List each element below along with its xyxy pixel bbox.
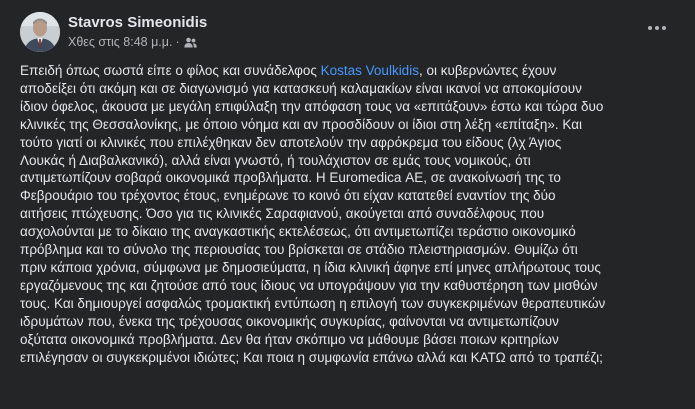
more-options-icon xyxy=(648,26,652,30)
mention-link[interactable]: Kostas Voulkidis xyxy=(320,63,419,78)
post-body-line: κλινικές της Θεσσαλονίκης, με όποιο νόημα και αν προσδίδουν οι ίδιοι στη λέξη «επίταξη». Και xyxy=(20,116,582,132)
more-options-icon-dot xyxy=(655,26,659,30)
post-body-line: πριν κάποια χρόνια, σύμφωνα με δημοσιεύματα, η ίδια κλινική άφηνε επί μηνες απλήρωτους τους xyxy=(20,259,601,275)
post-body-line: ίδιον όφελος, άκουσα με μεγάλη επιφύλαξη την απόφαση τους να «επιτάξουν» έστω και τώρα δυο xyxy=(20,98,604,114)
post-body-line: πρόβλημα και το σύνολο της περιουσίας του βρίσκεται σε στάδιο πλειστηριασμών. Θυμίζω ότι xyxy=(20,242,578,258)
post-body-line: Λουκάς ή Διαβαλκανικό), αλλά είναι γνωστό, ή τουλάχιστον σε εμάς τους νομικούς, ότι xyxy=(20,152,531,168)
friends-icon[interactable] xyxy=(184,37,197,48)
avatar[interactable] xyxy=(20,12,60,52)
post-body-line: τούτο γιατί οι κλινικές που επιλέχθηκαν δεν αποτελούν την αφρόκρεμα του είδους (λχ Άγιος xyxy=(20,134,562,150)
post-body-line: ασχολούνται με το δίκαιο της αναγκαστικής εκτελέσεως, ότι αντιμετωπίζει τεράστιο οικονομικό xyxy=(20,224,576,240)
post-body-line: Φεβρουάριο του τρέχοντος έτους, ενημέρωνε το κοινό ότι είχαν κατατεθεί εναντίον της δύο xyxy=(20,188,556,204)
post-body-line: ιδρυμάτων που, ένεκα της τρέχουσας οικονομικής συγκυρίας, φαίνονται να αντιμετωπίζουν xyxy=(20,313,559,329)
post-meta xyxy=(68,35,197,49)
post-body-line: επιλέγησαν οι συγκεκριμένοι ιδιώτες; Και ποια η συμφωνία επάνω αλλά και ΚΑΤΩ από το τραπέζι; xyxy=(20,349,603,365)
post-header xyxy=(20,12,675,54)
post-body-line xyxy=(20,62,680,80)
post-body-line: εργαζόμενους της και ζητούσε από τους ίδιους να υπογράψουν για την καθυστέρηση των μισθών xyxy=(20,277,598,293)
author-name[interactable]: Stavros Simeonidis xyxy=(68,14,208,31)
post-body-line: αντιμετωπίζουν σοβαρά οικονομικά προβλήματα. Η Euromedica ΑΕ, σε ανακοίνωσή της το xyxy=(20,170,561,186)
more-options-icon-dot xyxy=(662,26,666,30)
more-options-button[interactable] xyxy=(639,14,675,42)
post-body-text: Επειδή όπως σωστά είπε ο φίλος και συνάδελφος xyxy=(20,63,321,78)
post-body-text: , οι κυβερνώντες έχουν xyxy=(418,63,557,78)
post-body-line: αιτήσεις πτώχευσης. Όσο για τις κλινικές Σαραφιανού, ακούγεται από συναδέλφους που xyxy=(20,206,545,222)
post-body-line: τους. Και δημιουργεί ασφαλώς τρομακτική εντύπωση η επιλογή των συγκεκριμένων θεραπευτικών xyxy=(20,295,606,311)
meta-separator: · xyxy=(175,35,180,49)
post-body-line: οξύτατα οικονομικά προβλήματα. Δεν θα ήταν σκόπιμο να μάθουμε βάσει ποιων κριτηρίων xyxy=(20,331,559,347)
post-body-line: αποδείξει ότι ακόμη και σε διαγωνισμό για κατασκευή καλαμακίων είναι ικανοί να αποκομίσουν xyxy=(20,80,582,96)
post-body xyxy=(20,62,680,366)
post-timestamp[interactable]: Χθες στις 8:48 μ.μ. xyxy=(68,35,173,49)
